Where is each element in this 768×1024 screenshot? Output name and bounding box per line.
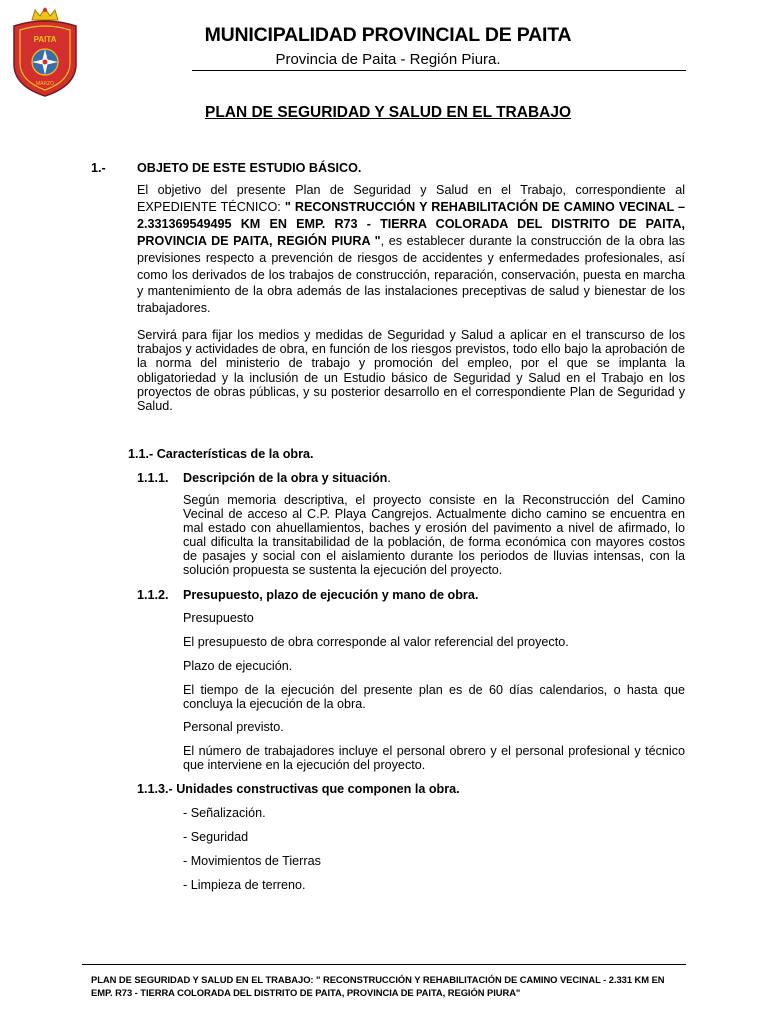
institution-title: MUNICIPALIDAD PROVINCIAL DE PAITA: [204, 24, 572, 46]
svg-text:MARZO: MARZO: [35, 81, 55, 87]
list-item: - Limpieza de terreno.: [183, 878, 306, 892]
schedule-paragraph: El tiempo de la ejecución del presente plan es de 60 días calendarios, o hasta que concluya la ejecución de la obra.: [183, 683, 685, 712]
budget-label: Presupuesto: [183, 611, 254, 625]
subsection-heading-1-1-1: [183, 470, 391, 487]
objective-text-end: , es establecer durante la construcción de la obra las previsiones respecto a prevención de riesgos de accidentes y enfermedades profesionales, así como los derivados de los trabajos de construcción, reparación, conservación, puesta en marcha y mantenimiento de la obra además de las instalaciones preceptivas de salud y bienestar de los trabajadores.: [137, 233, 685, 316]
subsection-heading-1-1: 1.1.- Características de la obra.: [128, 447, 314, 461]
project-name: " RECONSTRUCCIÓN Y REHABILITACIÓN DE CAMINO VECINAL – 2.331369549495 KM EN EMP. R73 - TIERRA COLORADA DEL DISTRITO DE PAITA, PROVINCIA DE PAITA, REGIÓN PIURA ": [137, 199, 685, 248]
subsection-heading-1-1-2: Presupuesto, plazo de ejecución y mano de obra.: [183, 588, 479, 602]
subsection-number-1-1-2: 1.1.2.: [137, 588, 169, 602]
footer-divider: [82, 964, 686, 965]
institution-subtitle: Provincia de Paita - Región Piura.: [275, 51, 501, 68]
subsection-heading-1-1-1-text: Descripción de la obra y situación: [183, 471, 388, 485]
footer-line-1: PLAN DE SEGURIDAD Y SALUD EN EL TRABAJO: " RECONSTRUCCIÓN Y REHABILITACIÓN DE CAMINO VECINAL - 2.331 KM EN: [91, 974, 665, 985]
staff-label: Personal previsto.: [183, 720, 284, 734]
section-heading: OBJETO DE ESTE ESTUDIO BÁSICO.: [137, 161, 362, 175]
list-item: - Seguridad: [183, 830, 249, 844]
header-divider: [192, 70, 686, 71]
subsection-heading-1-1-3: 1.1.3.- Unidades constructivas que componen la obra.: [137, 782, 460, 796]
purpose-paragraph: Servirá para fijar los medios y medidas de Seguridad y Salud a aplicar en el transcurso de los trabajos y actividades de obra, en función de los riesgos previstos, todo ello bajo la aprobación de la norma del ministerio de trabajo y promoción del empleo, por el que se implanta la obligatoriedad y la inclusión de un Estudio básico de Seguridad y Salud en el Trabajo en los proyectos de obras públicas, y su posterior desarrollo en el correspondiente Plan de Seguridad y Salud.: [137, 328, 685, 414]
crown-icon: [32, 8, 58, 20]
page-footer: [91, 973, 691, 999]
description-paragraph: Según memoria descriptiva, el proyecto consiste en la Reconstrucción del Camino Vecinal de acceso al C.P. Playa Cangrejos. Actualmente dicho camino se encuentra en mal estado con ahuellamientos, baches y erosión del pavimento a nivel de afirmado, lo cual dificulta la transitabilidad de la población, de forma económica con mayores costos de pasajes y social con el aislamiento durante los periodos de lluvias intensas, con la solución propuesta se sustenta la ejecución del proyecto.: [183, 493, 685, 578]
staff-paragraph: El número de trabajadores incluye el personal obrero y el personal profesional y técnico que interviene en la ejecución del proyecto.: [183, 744, 685, 773]
subsection-number-1-1-1: 1.1.1.: [137, 471, 169, 485]
objective-text-start: El objetivo del presente Plan de Seguridad y Salud en el Trabajo, correspondiente al EXPEDIENTE TÉCNICO:: [137, 183, 685, 214]
objective-paragraph: [137, 182, 685, 317]
svg-text:PAITA: PAITA: [33, 35, 57, 44]
compass-rose-icon: [32, 49, 58, 75]
footer-line-2: EMP. R73 - TIERRA COLORADA DEL DISTRITO DE PAITA, PROVINCIA DE PAITA, REGIÓN PIURA": [91, 987, 521, 998]
section-number: 1.-: [91, 161, 106, 175]
list-item: - Señalización.: [183, 806, 266, 820]
heading-period: .: [387, 471, 391, 485]
document-title: PLAN DE SEGURIDAD Y SALUD EN EL TRABAJO: [204, 104, 572, 121]
municipal-shield-logo: [8, 6, 82, 98]
budget-paragraph: El presupuesto de obra corresponde al valor referencial del proyecto.: [183, 635, 569, 649]
list-item: - Movimientos de Tierras: [183, 854, 321, 868]
schedule-label: Plazo de ejecución.: [183, 659, 293, 673]
